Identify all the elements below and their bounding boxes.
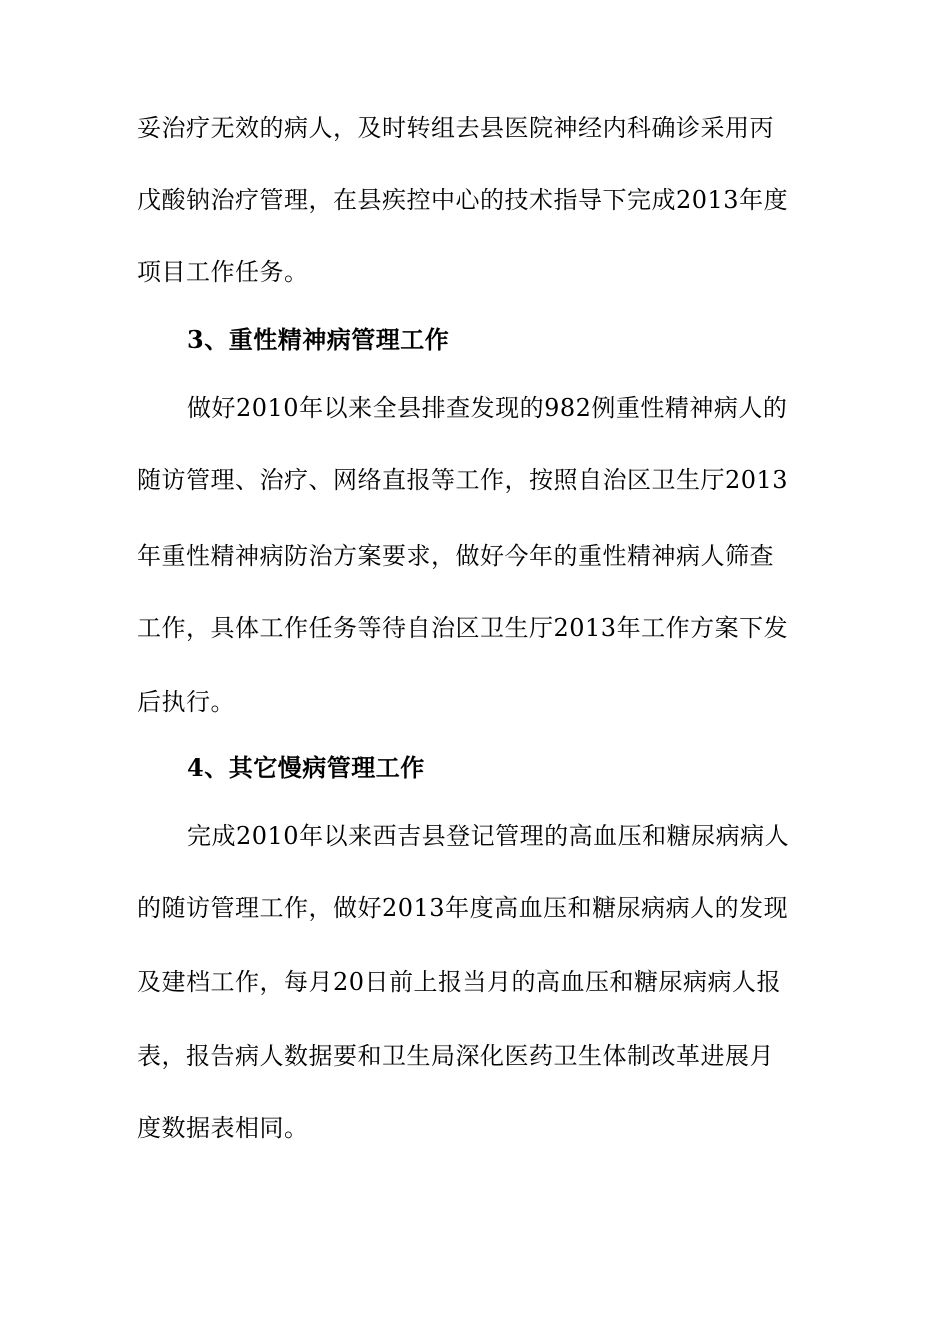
- paragraph-line: 的随访管理工作，做好2013年度高血压和糖尿病病人的发现: [137, 894, 789, 922]
- paragraph-line: 工作，具体工作任务等待自治区卫生厅2013年工作方案下发: [137, 614, 789, 642]
- paragraph-line: 项目工作任务。: [137, 258, 309, 286]
- paragraph-line: 后执行。: [137, 688, 235, 716]
- paragraph-line: 戊酸钠治疗管理，在县疾控中心的技术指导下完成2013年度: [137, 186, 789, 214]
- section-heading-4: 4、其它慢病管理工作: [187, 753, 425, 782]
- paragraph-line: 表，报告病人数据要和卫生局深化医药卫生体制改革进展月: [137, 1042, 774, 1070]
- paragraph-line: 做好2010年以来全县排查发现的982例重性精神病人的: [187, 394, 788, 422]
- paragraph-line: 完成2010年以来西吉县登记管理的高血压和糖尿病病人: [187, 822, 790, 850]
- paragraph-line: 年重性精神病防治方案要求，做好今年的重性精神病人筛查: [137, 542, 774, 570]
- paragraph-line: 妥治疗无效的病人，及时转组去县医院神经内科确诊采用丙: [137, 114, 774, 142]
- paragraph-line: 度数据表相同。: [137, 1114, 309, 1142]
- paragraph-line: 及建档工作，每月20日前上报当月的高血压和糖尿病病人报: [137, 968, 782, 996]
- section-heading-3: 3、重性精神病管理工作: [187, 325, 450, 354]
- paragraph-line: 随访管理、治疗、网络直报等工作，按照自治区卫生厅2013: [137, 466, 789, 494]
